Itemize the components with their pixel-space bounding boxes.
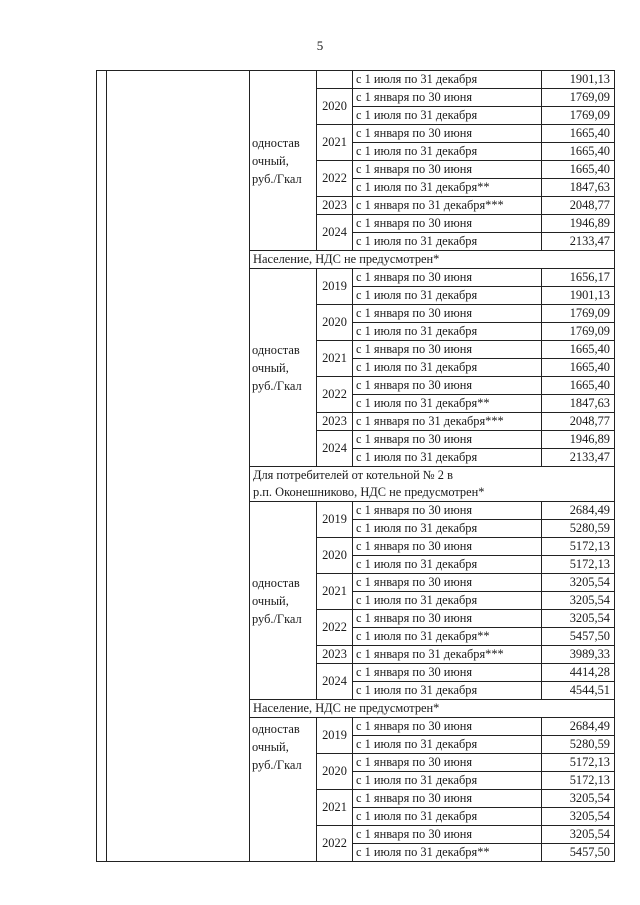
period-cell: с 1 января по 30 июня: [353, 377, 542, 395]
period-cell: с 1 июля по 31 декабря: [353, 592, 542, 610]
year-cell: 2020: [317, 754, 353, 790]
unit-label-line: очный,: [252, 593, 289, 608]
period-cell: с 1 января по 31 декабря***: [353, 413, 542, 431]
year-cell: [317, 71, 353, 89]
year-cell: 2019: [317, 502, 353, 538]
tariff-value-cell: 1769,09: [542, 323, 615, 341]
year-cell: 2024: [317, 664, 353, 700]
year-cell: 2024: [317, 215, 353, 251]
unit-cell: [250, 71, 317, 251]
period-cell: с 1 января по 30 июня: [353, 502, 542, 520]
year-cell: 2021: [317, 574, 353, 610]
period-cell: с 1 июля по 31 декабря: [353, 682, 542, 700]
year-cell: 2023: [317, 646, 353, 664]
tariff-value-cell: 1769,09: [542, 107, 615, 125]
tariff-value-cell: 5457,50: [542, 628, 615, 646]
tariff-value-cell: 1665,40: [542, 161, 615, 179]
unit-label-line: одностав: [252, 342, 300, 357]
tariff-value-cell: 1665,40: [542, 143, 615, 161]
tariff-value-cell: 5172,13: [542, 772, 615, 790]
period-cell: с 1 января по 30 июня: [353, 610, 542, 628]
period-cell: с 1 июля по 31 декабря: [353, 449, 542, 467]
tariff-value-cell: 2133,47: [542, 449, 615, 467]
section-header: [250, 467, 615, 502]
section-header-line: Население, НДС не предусмотрен*: [253, 701, 440, 715]
unit-cell: [250, 269, 317, 467]
year-cell: 2022: [317, 161, 353, 197]
period-cell: с 1 июля по 31 декабря: [353, 323, 542, 341]
period-cell: с 1 июля по 31 декабря: [353, 556, 542, 574]
tariff-table: [96, 70, 615, 862]
tariff-value-cell: 3205,54: [542, 808, 615, 826]
tariff-value-cell: 3205,54: [542, 574, 615, 592]
period-cell: с 1 июля по 31 декабря**: [353, 395, 542, 413]
unit-label-line: руб./Гкал: [252, 378, 302, 393]
year-cell: 2021: [317, 790, 353, 826]
year-cell: 2020: [317, 89, 353, 125]
tariff-value-cell: 5457,50: [542, 844, 615, 862]
period-cell: с 1 января по 30 июня: [353, 269, 542, 287]
period-cell: с 1 июля по 31 декабря**: [353, 844, 542, 862]
tariff-value-cell: 2684,49: [542, 502, 615, 520]
tariff-value-cell: 1665,40: [542, 377, 615, 395]
unit-cell: [250, 502, 317, 700]
period-cell: с 1 июля по 31 декабря: [353, 808, 542, 826]
year-cell: 2023: [317, 413, 353, 431]
tariff-value-cell: 2133,47: [542, 233, 615, 251]
organization-column: [107, 71, 250, 862]
period-cell: с 1 января по 30 июня: [353, 125, 542, 143]
period-cell: с 1 января по 30 июня: [353, 305, 542, 323]
tariff-value-cell: 1901,13: [542, 71, 615, 89]
tariff-value-cell: 3989,33: [542, 646, 615, 664]
period-cell: с 1 июля по 31 декабря: [353, 143, 542, 161]
tariff-value-cell: 1946,89: [542, 215, 615, 233]
tariff-value-cell: 1656,17: [542, 269, 615, 287]
tariff-table-body: [97, 71, 615, 862]
period-cell: с 1 января по 30 июня: [353, 574, 542, 592]
year-cell: 2019: [317, 718, 353, 754]
period-cell: с 1 июля по 31 декабря: [353, 233, 542, 251]
unit-label-line: руб./Гкал: [252, 611, 302, 626]
tariff-value-cell: 4414,28: [542, 664, 615, 682]
tariff-value-cell: 3205,54: [542, 610, 615, 628]
period-cell: с 1 января по 30 июня: [353, 89, 542, 107]
tariff-value-cell: 4544,51: [542, 682, 615, 700]
tariff-value-cell: 2048,77: [542, 413, 615, 431]
year-cell: 2023: [317, 197, 353, 215]
year-cell: 2021: [317, 341, 353, 377]
year-cell: 2020: [317, 305, 353, 341]
table-row: [97, 71, 615, 89]
unit-label-line: руб./Гкал: [252, 758, 302, 772]
period-cell: с 1 июля по 31 декабря: [353, 772, 542, 790]
tariff-value-cell: 5280,59: [542, 736, 615, 754]
tariff-value-cell: 3205,54: [542, 790, 615, 808]
period-cell: с 1 июля по 31 декабря: [353, 107, 542, 125]
period-cell: с 1 января по 31 декабря***: [353, 646, 542, 664]
unit-label-line: очный,: [252, 360, 289, 375]
period-cell: с 1 января по 30 июня: [353, 431, 542, 449]
year-cell: 2024: [317, 431, 353, 467]
tariff-value-cell: 5280,59: [542, 520, 615, 538]
page-number: 5: [316, 38, 324, 53]
period-cell: с 1 января по 30 июня: [353, 718, 542, 736]
tariff-value-cell: 1665,40: [542, 125, 615, 143]
tariff-value-cell: 1665,40: [542, 359, 615, 377]
tariff-value-cell: 2048,77: [542, 197, 615, 215]
year-cell: 2019: [317, 269, 353, 305]
tariff-value-cell: 1665,40: [542, 341, 615, 359]
tariff-value-cell: 3205,54: [542, 826, 615, 844]
year-cell: 2022: [317, 377, 353, 413]
period-cell: с 1 июля по 31 декабря: [353, 520, 542, 538]
section-header-line: Население, НДС не предусмотрен*: [253, 252, 440, 266]
year-cell: 2021: [317, 125, 353, 161]
tariff-value-cell: 5172,13: [542, 754, 615, 772]
tariff-value-cell: 1769,09: [542, 305, 615, 323]
period-cell: с 1 января по 30 июня: [353, 215, 542, 233]
year-cell: 2022: [317, 826, 353, 862]
period-cell: с 1 января по 30 июня: [353, 161, 542, 179]
period-cell: с 1 января по 30 июня: [353, 754, 542, 772]
period-cell: с 1 января по 30 июня: [353, 538, 542, 556]
section-header: [250, 251, 615, 269]
section-header-line: Для потребителей от котельной № 2 в: [253, 468, 453, 482]
unit-label-line: руб./Гкал: [252, 171, 302, 186]
tariff-value-cell: 3205,54: [542, 592, 615, 610]
unit-label-line: одностав: [252, 135, 300, 150]
period-cell: с 1 июля по 31 декабря**: [353, 179, 542, 197]
tariff-value-cell: 1946,89: [542, 431, 615, 449]
period-cell: с 1 июля по 31 декабря: [353, 736, 542, 754]
tariff-value-cell: 1847,63: [542, 179, 615, 197]
unit-label-line: одностав: [252, 722, 300, 736]
period-cell: с 1 июля по 31 декабря: [353, 359, 542, 377]
tariff-value-cell: 5172,13: [542, 538, 615, 556]
row-number-column: [97, 71, 107, 862]
period-cell: с 1 июля по 31 декабря**: [353, 628, 542, 646]
period-cell: с 1 января по 30 июня: [353, 826, 542, 844]
period-cell: с 1 января по 31 декабря***: [353, 197, 542, 215]
year-cell: 2022: [317, 610, 353, 646]
period-cell: с 1 июля по 31 декабря: [353, 287, 542, 305]
tariff-value-cell: 5172,13: [542, 556, 615, 574]
unit-label-line: очный,: [252, 740, 289, 754]
section-header-line: р.п. Оконешниково, НДС не предусмотрен*: [253, 485, 485, 499]
tariff-value-cell: 2684,49: [542, 718, 615, 736]
section-header: [250, 700, 615, 718]
period-cell: с 1 января по 30 июня: [353, 341, 542, 359]
unit-label-line: очный,: [252, 153, 289, 168]
tariff-value-cell: 1847,63: [542, 395, 615, 413]
tariff-value-cell: 1901,13: [542, 287, 615, 305]
period-cell: с 1 июля по 31 декабря: [353, 71, 542, 89]
year-cell: 2020: [317, 538, 353, 574]
tariff-value-cell: 1769,09: [542, 89, 615, 107]
period-cell: с 1 января по 30 июня: [353, 790, 542, 808]
unit-cell: [250, 718, 317, 862]
period-cell: с 1 января по 30 июня: [353, 664, 542, 682]
unit-label-line: одностав: [252, 575, 300, 590]
